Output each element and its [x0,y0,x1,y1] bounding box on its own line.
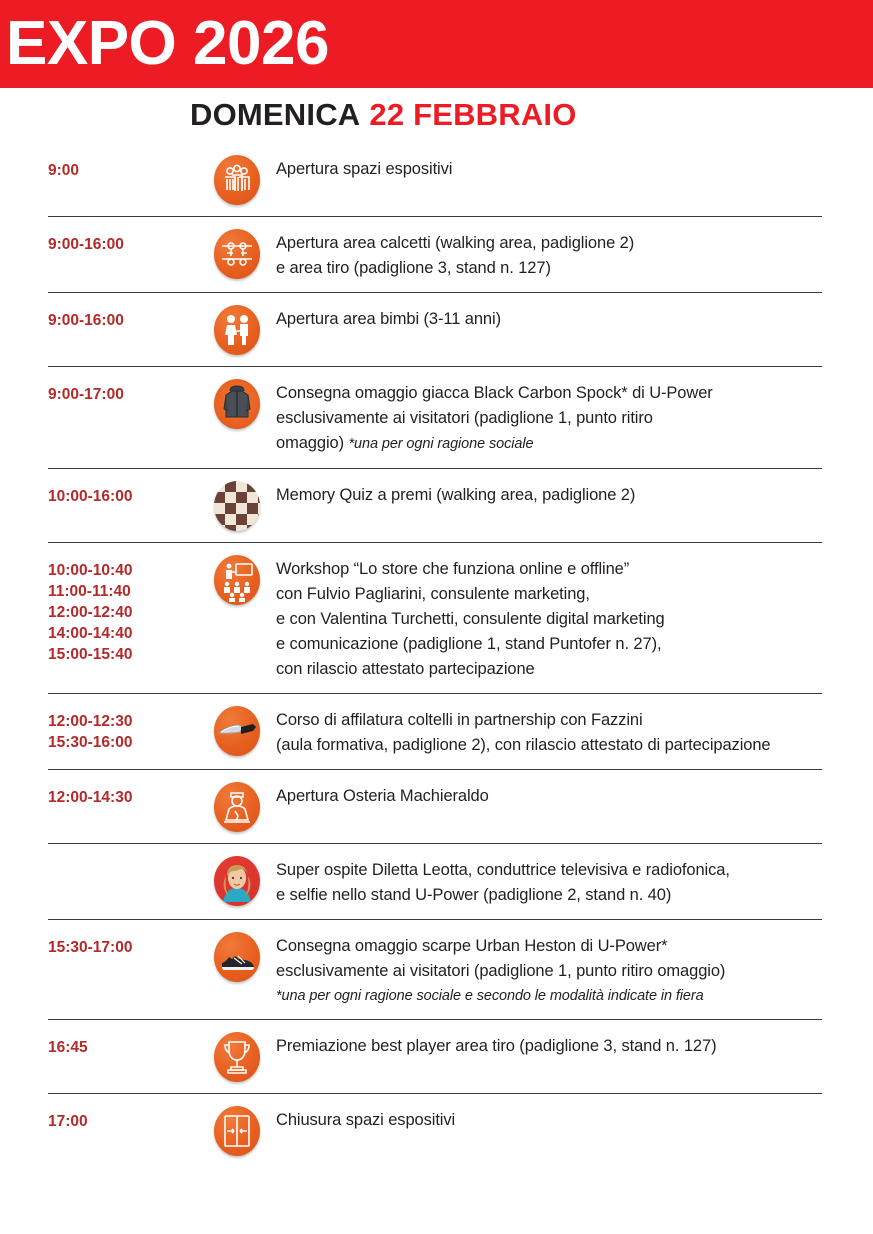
row-time-cell [48,930,198,958]
row-time-cell [48,704,198,753]
description-line: e con Valentina Turchetti, consulente digital marketing [276,610,665,628]
schedule-row [0,542,873,693]
description-line: Super ospite Diletta Leotta, conduttrice televisiva e radiofonica, [276,861,730,879]
description-line: Corso di affilatura coltelli in partnership con Fazzini [276,711,643,729]
row-time-cell [48,479,198,507]
schedule-row [0,216,873,292]
time-label: 15:00-15:40 [48,646,133,663]
schedule-row [0,292,873,366]
closing-doors-icon [198,1104,275,1156]
description-line: esclusivamente ai visitatori (padiglione 1, punto ritiro [276,409,653,427]
row-description-cell [275,780,822,809]
row-description-cell [275,553,822,682]
schedule-row [0,843,873,919]
time-label: 9:00-16:00 [48,312,124,329]
description-line: con rilascio attestato partecipazione [276,660,535,678]
row-description-cell [275,303,822,332]
icon-badge [214,856,260,906]
description-line: omaggio) *una per ogni ragione sociale [276,434,534,452]
row-description-cell [275,704,822,758]
description-line: Consegna omaggio giacca Black Carbon Spock* di U-Power [276,384,713,402]
row-description-cell [275,930,822,1008]
group-of-people-icon [198,153,275,205]
icon-badge [214,1106,260,1156]
time-label: 12:00-14:30 [48,789,133,806]
time-label: 9:00-17:00 [48,386,124,403]
header-banner [0,0,873,88]
date-value-label: 22 FEBBRAIO [369,97,577,132]
row-description-cell [275,854,822,908]
row-description-cell [275,377,822,457]
date-header [0,88,873,142]
description-line: Premiazione best player area tiro (padiglione 3, stand n. 127) [276,1037,717,1055]
time-label: 10:00-16:00 [48,488,133,505]
description-line: Apertura spazi espositivi [276,160,453,178]
memory-cards-icon [198,479,275,531]
footnote-italic: *una per ogni ragione sociale [348,436,534,452]
schedule-row [0,1093,873,1167]
foosball-table-icon [198,227,275,279]
description-line: Consegna omaggio scarpe Urban Heston di U-Power* [276,937,668,955]
row-time-cell [48,1030,198,1058]
schedule-row [0,769,873,843]
row-description-cell [275,1104,822,1133]
schedule-list [0,142,873,1167]
date-day-label: DOMENICA [190,97,361,132]
guest-portrait-icon [198,854,275,906]
row-time-cell [48,377,198,405]
schedule-row [0,142,873,216]
icon-badge [214,555,260,605]
schedule-row [0,468,873,542]
row-time-cell [48,1104,198,1132]
description-line: e comunicazione (padiglione 1, stand Puntofer n. 27), [276,635,662,653]
description-line: e selfie nello stand U-Power (padiglione 2, stand n. 40) [276,886,672,904]
row-time-cell [48,303,198,331]
time-label: 14:00-14:40 [48,625,133,642]
time-label: 16:45 [48,1039,88,1056]
icon-badge [214,706,260,756]
time-label: 11:00-11:40 [48,583,131,600]
chef-waiter-icon [198,780,275,832]
description-line: Memory Quiz a premi (walking area, padiglione 2) [276,486,636,504]
icon-badge [214,782,260,832]
row-description-cell [275,479,822,508]
description-line: *una per ogni ragione sociale e secondo le modalità indicate in fiera [276,988,704,1004]
time-label: 12:00-12:30 [48,713,133,730]
time-label: 10:00-10:40 [48,562,133,579]
icon-badge [214,155,260,205]
time-label: 15:30-17:00 [48,939,133,956]
description-line: (aula formativa, padiglione 2), con rilascio attestato di partecipazione [276,736,771,754]
row-description-cell [275,153,822,182]
row-time-cell [48,553,198,665]
time-label: 9:00-16:00 [48,236,124,253]
presentation-workshop-icon [198,553,275,605]
children-icon [198,303,275,355]
row-description-cell [275,1030,822,1059]
time-label: 9:00 [48,162,80,179]
icon-badge [214,305,260,355]
schedule-row [0,693,873,769]
row-time-cell [48,153,198,181]
time-label: 12:00-12:40 [48,604,133,621]
time-label: 17:00 [48,1113,88,1130]
icon-badge [214,379,260,429]
schedule-row [0,919,873,1019]
schedule-row [0,366,873,468]
icon-badge [214,481,260,531]
description-line: Chiusura spazi espositivi [276,1111,456,1129]
icon-badge [214,1032,260,1082]
description-line: esclusivamente ai visitatori (padiglione 1, punto ritiro omaggio) [276,962,726,980]
page-title: EXPO 2026 [6,9,329,78]
description-line: Apertura Osteria Machieraldo [276,787,489,805]
trophy-icon [198,1030,275,1082]
row-description-cell [275,227,822,281]
icon-badge [214,932,260,982]
description-line: Apertura area bimbi (3-11 anni) [276,310,501,328]
row-time-cell [48,227,198,255]
row-time-cell [48,780,198,808]
description-line: Apertura area calcetti (walking area, padiglione 2) [276,234,635,252]
schedule-row [0,1019,873,1093]
jacket-icon [198,377,275,429]
description-line: e area tiro (padiglione 3, stand n. 127) [276,259,551,277]
row-time-cell [48,854,198,861]
sneaker-icon [198,930,275,982]
description-line: Workshop “Lo store che funziona online e offline” [276,560,630,578]
icon-badge [214,229,260,279]
time-label: 15:30-16:00 [48,734,133,751]
description-line: con Fulvio Pagliarini, consulente marketing, [276,585,590,603]
knife-icon [198,704,275,756]
